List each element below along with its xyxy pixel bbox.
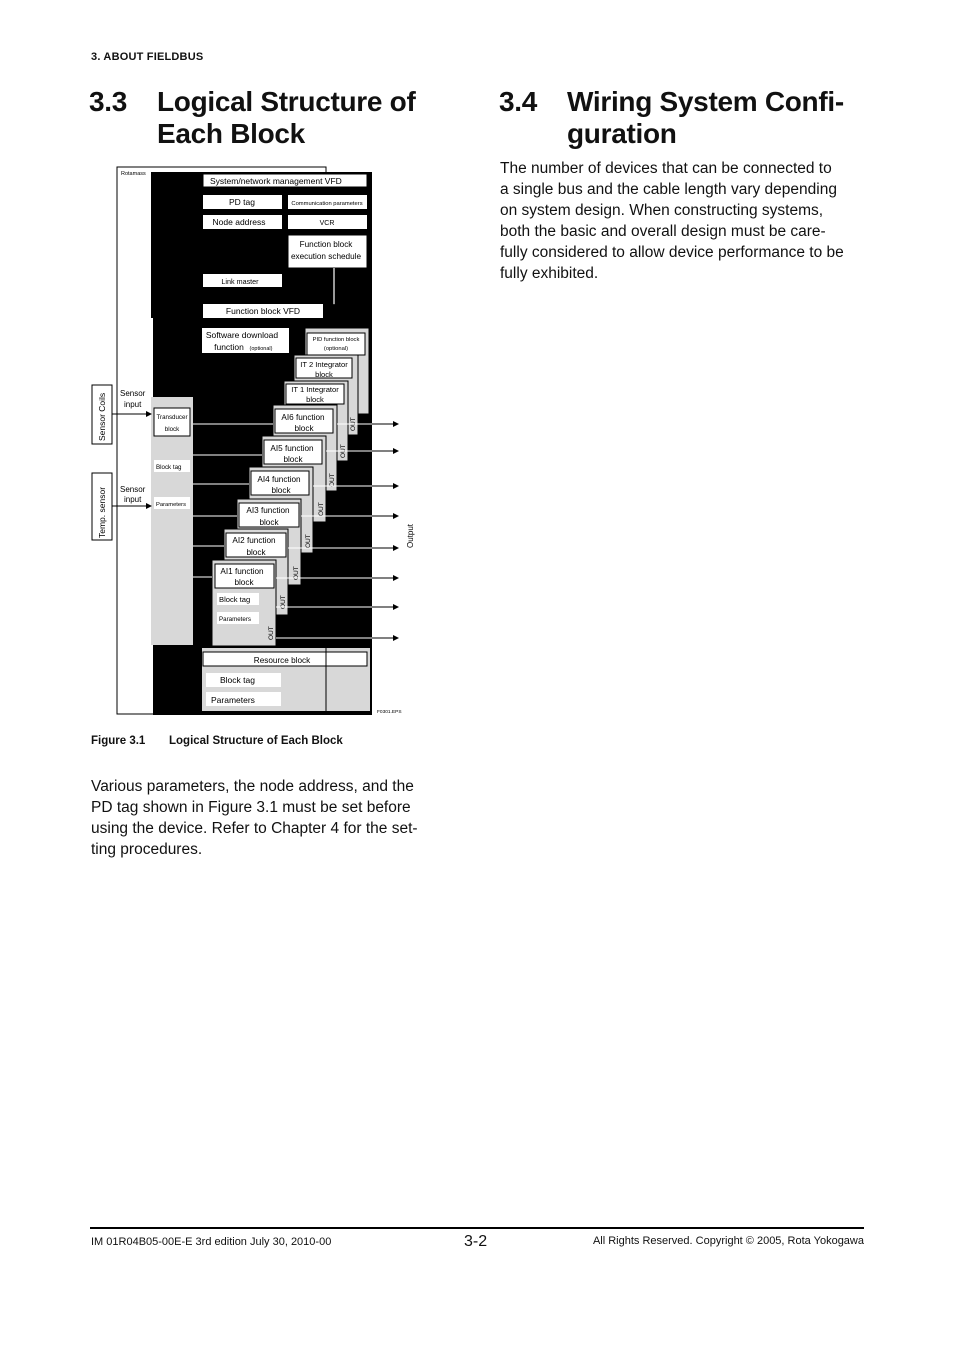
out-label-it2: OUT bbox=[350, 417, 357, 431]
out-label-ai4: OUT bbox=[305, 534, 312, 548]
transducer-line1: Transducer bbox=[156, 414, 188, 421]
it2-line2: block bbox=[315, 370, 333, 379]
paragraph-line: a single bus and the cable length vary depending bbox=[500, 181, 837, 198]
ai3-line2: block bbox=[259, 518, 279, 527]
pid-line1: PID function block bbox=[312, 337, 360, 343]
out-label-ai1: OUT bbox=[268, 626, 275, 640]
ai1-line2: block bbox=[234, 578, 254, 587]
out-label-ai3: OUT bbox=[293, 566, 300, 580]
sw-download-optional: (optional) bbox=[249, 346, 273, 352]
it1-line1: IT 1 Integrator bbox=[291, 385, 339, 394]
system-vfd-label: System/network management VFD bbox=[210, 176, 342, 186]
out-label-ai2: OUT bbox=[280, 595, 287, 609]
paragraph-line: using the device. Refer to Chapter 4 for the set- bbox=[91, 820, 418, 837]
figure-caption bbox=[91, 735, 343, 747]
transducer-parameters: Parameters bbox=[156, 502, 186, 508]
section-3-4-number: 3.4 bbox=[499, 86, 538, 117]
it2-line1: IT 2 Integrator bbox=[300, 360, 348, 369]
fb-schedule-line2: execution schedule bbox=[290, 252, 362, 261]
footer-copyright: All Rights Reserved. Copyright © 2005, Rota Yokogawa bbox=[592, 1235, 864, 1247]
ai1-line1: AI1 function bbox=[220, 567, 264, 576]
section-3-3-paragraph bbox=[91, 776, 418, 860]
section-3-3-title-line2: Each Block bbox=[157, 118, 305, 149]
paragraph-line: on system design. When constructing systems, bbox=[500, 202, 824, 219]
ai5-line1: AI5 function bbox=[270, 444, 314, 453]
paragraph-line: both the basic and overall design must be care- bbox=[500, 223, 826, 240]
paragraph-line: The number of devices that can be connected to bbox=[500, 160, 832, 177]
footer-rule bbox=[90, 1227, 864, 1229]
device-label: Rotamass bbox=[121, 171, 146, 177]
sensor-coils-label: Sensor Coils bbox=[97, 392, 107, 441]
transducer-block-tag: Block tag bbox=[156, 464, 182, 471]
out-label-ai5: OUT bbox=[318, 502, 325, 516]
ai1-block-tag: Block tag bbox=[219, 595, 251, 604]
fb-schedule-line1: Function block bbox=[299, 240, 353, 249]
ai2-line1: AI2 function bbox=[232, 536, 276, 545]
ai1-block-card bbox=[212, 560, 276, 646]
sw-download-line1: Software download bbox=[205, 330, 279, 340]
file-id: F0301.EPS bbox=[377, 710, 402, 715]
link-master-label: Link master bbox=[221, 277, 259, 286]
node-address-label: Node address bbox=[212, 217, 266, 227]
sensor-input-1a: Sensor bbox=[120, 389, 146, 398]
paragraph-line: ting procedures. bbox=[91, 841, 203, 858]
section-3-3-number: 3.3 bbox=[89, 86, 128, 117]
paragraph-line: Various parameters, the node address, and the bbox=[91, 778, 414, 795]
output-label: Output bbox=[406, 523, 415, 548]
ai6-line1: AI6 function bbox=[281, 413, 325, 422]
resource-parameters: Parameters bbox=[211, 695, 255, 705]
transducer-line2: block bbox=[164, 426, 180, 433]
ai3-line1: AI3 function bbox=[246, 506, 290, 515]
figure-caption-text: Logical Structure of Each Block bbox=[169, 735, 343, 747]
sensor-input-1b: input bbox=[124, 400, 142, 409]
ai6-line2: block bbox=[294, 424, 314, 433]
section-3-4-title-line2: guration bbox=[567, 118, 677, 149]
resource-block-label: Resource block bbox=[253, 656, 311, 665]
resource-block-tag: Block tag bbox=[220, 675, 255, 685]
paragraph-line: PD tag shown in Figure 3.1 must be set before bbox=[91, 799, 411, 816]
ai1-parameters: Parameters bbox=[219, 616, 251, 623]
comm-params-label: Communication parameters bbox=[291, 201, 363, 207]
ai5-line2: block bbox=[283, 455, 303, 464]
running-head: 3. ABOUT FIELDBUS bbox=[91, 51, 204, 63]
section-3-3-title-line1: Logical Structure of bbox=[157, 86, 416, 117]
out-label-ai6: OUT bbox=[329, 473, 336, 487]
sensor-input-2a: Sensor bbox=[120, 485, 146, 494]
fb-vfd-label: Function block VFD bbox=[225, 306, 301, 316]
ai4-line2: block bbox=[271, 486, 291, 495]
footer-doc-id: IM 01R04B05-00E-E 3rd edition July 30, 2010-00 bbox=[91, 1236, 332, 1248]
paragraph-line: fully exhibited. bbox=[500, 265, 599, 282]
section-3-4-title-line1: Wiring System Confi- bbox=[567, 86, 844, 117]
sw-download-line2: function bbox=[214, 342, 244, 352]
sensor-input-2b: input bbox=[124, 495, 142, 504]
out-label-it1: OUT bbox=[340, 444, 347, 458]
temp-sensor-label: Temp. sensor bbox=[97, 486, 107, 538]
paragraph-line: fully considered to allow device performance to be bbox=[500, 244, 844, 261]
pd-tag-label: PD tag bbox=[229, 197, 255, 207]
it1-line2: block bbox=[306, 395, 324, 404]
vcr-label: VCR bbox=[319, 220, 335, 227]
ai4-line1: AI4 function bbox=[257, 475, 301, 484]
ai2-line2: block bbox=[246, 548, 266, 557]
figure-caption-number: Figure 3.1 bbox=[91, 735, 146, 747]
footer-page-number: 3-2 bbox=[464, 1233, 488, 1250]
pid-line2: (optional) bbox=[323, 346, 349, 352]
